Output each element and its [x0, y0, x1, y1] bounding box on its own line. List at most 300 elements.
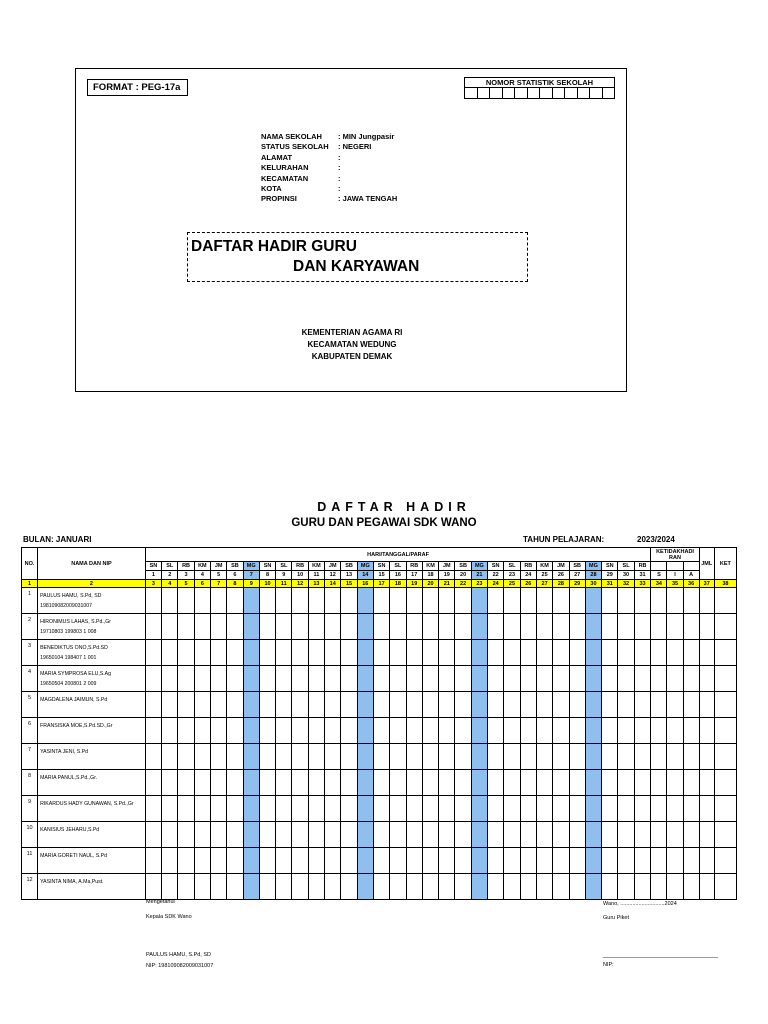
attendance-cell[interactable] — [569, 822, 585, 848]
attendance-cell[interactable] — [439, 666, 455, 692]
attendance-cell[interactable] — [276, 770, 292, 796]
summary-cell[interactable] — [667, 848, 683, 874]
attendance-cell[interactable] — [634, 848, 651, 874]
summary-cell[interactable] — [683, 874, 699, 900]
attendance-cell[interactable] — [488, 744, 504, 770]
attendance-cell[interactable] — [422, 796, 438, 822]
summary-cell[interactable] — [667, 588, 683, 614]
attendance-cell[interactable] — [602, 796, 618, 822]
attendance-cell[interactable] — [162, 666, 178, 692]
attendance-cell[interactable] — [357, 666, 373, 692]
attendance-cell[interactable] — [553, 796, 569, 822]
attendance-cell[interactable] — [308, 770, 324, 796]
attendance-cell[interactable] — [227, 640, 243, 666]
summary-cell[interactable] — [651, 718, 667, 744]
attendance-cell[interactable] — [162, 614, 178, 640]
attendance-cell[interactable] — [292, 718, 308, 744]
attendance-cell[interactable] — [325, 848, 341, 874]
attendance-cell[interactable] — [178, 874, 194, 900]
attendance-cell[interactable] — [488, 770, 504, 796]
attendance-cell[interactable] — [162, 822, 178, 848]
attendance-cell[interactable] — [276, 848, 292, 874]
attendance-cell[interactable] — [406, 874, 422, 900]
attendance-cell[interactable] — [422, 848, 438, 874]
summary-cell[interactable] — [714, 744, 736, 770]
attendance-cell[interactable] — [276, 666, 292, 692]
summary-cell[interactable] — [714, 692, 736, 718]
attendance-cell[interactable] — [178, 692, 194, 718]
attendance-cell[interactable] — [569, 874, 585, 900]
attendance-cell[interactable] — [602, 666, 618, 692]
attendance-cell[interactable] — [243, 588, 259, 614]
attendance-cell[interactable] — [634, 770, 651, 796]
attendance-cell[interactable] — [634, 614, 651, 640]
attendance-cell[interactable] — [602, 718, 618, 744]
attendance-cell[interactable] — [471, 874, 487, 900]
attendance-cell[interactable] — [504, 718, 520, 744]
attendance-cell[interactable] — [504, 588, 520, 614]
attendance-cell[interactable] — [357, 692, 373, 718]
attendance-cell[interactable] — [488, 718, 504, 744]
attendance-cell[interactable] — [194, 640, 210, 666]
attendance-cell[interactable] — [162, 796, 178, 822]
attendance-cell[interactable] — [178, 848, 194, 874]
attendance-cell[interactable] — [227, 848, 243, 874]
summary-cell[interactable] — [667, 822, 683, 848]
attendance-cell[interactable] — [585, 874, 601, 900]
attendance-cell[interactable] — [569, 796, 585, 822]
attendance-cell[interactable] — [162, 718, 178, 744]
attendance-cell[interactable] — [243, 666, 259, 692]
attendance-cell[interactable] — [145, 848, 161, 874]
attendance-cell[interactable] — [194, 692, 210, 718]
attendance-cell[interactable] — [602, 874, 618, 900]
attendance-cell[interactable] — [439, 692, 455, 718]
summary-cell[interactable] — [714, 588, 736, 614]
attendance-cell[interactable] — [406, 822, 422, 848]
attendance-cell[interactable] — [308, 588, 324, 614]
summary-cell[interactable] — [699, 718, 714, 744]
attendance-cell[interactable] — [488, 874, 504, 900]
attendance-cell[interactable] — [422, 744, 438, 770]
attendance-cell[interactable] — [292, 796, 308, 822]
attendance-cell[interactable] — [569, 588, 585, 614]
attendance-cell[interactable] — [520, 640, 536, 666]
attendance-cell[interactable] — [439, 640, 455, 666]
summary-cell[interactable] — [699, 692, 714, 718]
attendance-cell[interactable] — [145, 874, 161, 900]
attendance-cell[interactable] — [308, 666, 324, 692]
attendance-cell[interactable] — [227, 822, 243, 848]
attendance-cell[interactable] — [390, 744, 406, 770]
attendance-cell[interactable] — [211, 588, 227, 614]
attendance-cell[interactable] — [373, 640, 389, 666]
attendance-cell[interactable] — [325, 692, 341, 718]
attendance-cell[interactable] — [406, 614, 422, 640]
attendance-cell[interactable] — [422, 666, 438, 692]
attendance-cell[interactable] — [292, 770, 308, 796]
attendance-cell[interactable] — [243, 692, 259, 718]
attendance-cell[interactable] — [194, 822, 210, 848]
attendance-cell[interactable] — [634, 640, 651, 666]
attendance-cell[interactable] — [520, 744, 536, 770]
attendance-cell[interactable] — [357, 874, 373, 900]
attendance-cell[interactable] — [585, 692, 601, 718]
attendance-cell[interactable] — [520, 874, 536, 900]
summary-cell[interactable] — [683, 848, 699, 874]
attendance-cell[interactable] — [178, 588, 194, 614]
summary-cell[interactable] — [651, 614, 667, 640]
attendance-cell[interactable] — [585, 588, 601, 614]
summary-cell[interactable] — [714, 848, 736, 874]
attendance-cell[interactable] — [341, 874, 357, 900]
attendance-cell[interactable] — [520, 770, 536, 796]
attendance-cell[interactable] — [455, 770, 471, 796]
attendance-cell[interactable] — [553, 744, 569, 770]
attendance-cell[interactable] — [243, 796, 259, 822]
attendance-cell[interactable] — [634, 796, 651, 822]
attendance-cell[interactable] — [455, 588, 471, 614]
attendance-cell[interactable] — [390, 588, 406, 614]
summary-cell[interactable] — [651, 796, 667, 822]
attendance-cell[interactable] — [243, 640, 259, 666]
attendance-cell[interactable] — [227, 874, 243, 900]
summary-cell[interactable] — [651, 666, 667, 692]
attendance-cell[interactable] — [618, 718, 634, 744]
attendance-cell[interactable] — [308, 874, 324, 900]
attendance-cell[interactable] — [308, 614, 324, 640]
attendance-cell[interactable] — [259, 588, 275, 614]
summary-cell[interactable] — [667, 770, 683, 796]
attendance-cell[interactable] — [259, 848, 275, 874]
attendance-cell[interactable] — [520, 822, 536, 848]
attendance-cell[interactable] — [602, 770, 618, 796]
attendance-cell[interactable] — [439, 718, 455, 744]
attendance-cell[interactable] — [439, 848, 455, 874]
attendance-cell[interactable] — [569, 848, 585, 874]
attendance-cell[interactable] — [259, 640, 275, 666]
attendance-cell[interactable] — [194, 848, 210, 874]
attendance-cell[interactable] — [618, 640, 634, 666]
attendance-cell[interactable] — [536, 848, 552, 874]
attendance-cell[interactable] — [504, 796, 520, 822]
summary-cell[interactable] — [667, 796, 683, 822]
attendance-cell[interactable] — [536, 874, 552, 900]
attendance-cell[interactable] — [602, 640, 618, 666]
attendance-cell[interactable] — [455, 796, 471, 822]
attendance-cell[interactable] — [325, 640, 341, 666]
attendance-cell[interactable] — [259, 614, 275, 640]
attendance-cell[interactable] — [455, 874, 471, 900]
attendance-cell[interactable] — [276, 822, 292, 848]
summary-cell[interactable] — [699, 874, 714, 900]
attendance-cell[interactable] — [536, 588, 552, 614]
attendance-cell[interactable] — [227, 614, 243, 640]
attendance-cell[interactable] — [227, 666, 243, 692]
attendance-cell[interactable] — [520, 848, 536, 874]
attendance-cell[interactable] — [536, 640, 552, 666]
attendance-cell[interactable] — [406, 796, 422, 822]
attendance-cell[interactable] — [618, 588, 634, 614]
attendance-cell[interactable] — [504, 770, 520, 796]
attendance-cell[interactable] — [276, 796, 292, 822]
attendance-cell[interactable] — [585, 718, 601, 744]
attendance-cell[interactable] — [390, 614, 406, 640]
summary-cell[interactable] — [699, 770, 714, 796]
attendance-cell[interactable] — [145, 588, 161, 614]
attendance-cell[interactable] — [341, 796, 357, 822]
attendance-cell[interactable] — [553, 770, 569, 796]
summary-cell[interactable] — [667, 666, 683, 692]
attendance-cell[interactable] — [227, 796, 243, 822]
attendance-cell[interactable] — [227, 718, 243, 744]
summary-cell[interactable] — [651, 874, 667, 900]
summary-cell[interactable] — [667, 874, 683, 900]
attendance-cell[interactable] — [536, 718, 552, 744]
attendance-cell[interactable] — [145, 614, 161, 640]
attendance-cell[interactable] — [145, 640, 161, 666]
summary-cell[interactable] — [667, 718, 683, 744]
attendance-cell[interactable] — [194, 796, 210, 822]
attendance-cell[interactable] — [390, 640, 406, 666]
attendance-cell[interactable] — [373, 822, 389, 848]
attendance-cell[interactable] — [308, 796, 324, 822]
attendance-cell[interactable] — [553, 848, 569, 874]
attendance-cell[interactable] — [520, 692, 536, 718]
attendance-cell[interactable] — [276, 744, 292, 770]
attendance-cell[interactable] — [390, 666, 406, 692]
attendance-cell[interactable] — [569, 770, 585, 796]
attendance-cell[interactable] — [227, 744, 243, 770]
attendance-cell[interactable] — [341, 614, 357, 640]
attendance-cell[interactable] — [145, 796, 161, 822]
summary-cell[interactable] — [714, 666, 736, 692]
attendance-cell[interactable] — [634, 666, 651, 692]
attendance-cell[interactable] — [439, 822, 455, 848]
attendance-cell[interactable] — [585, 640, 601, 666]
attendance-cell[interactable] — [178, 744, 194, 770]
attendance-cell[interactable] — [504, 822, 520, 848]
attendance-cell[interactable] — [292, 692, 308, 718]
attendance-cell[interactable] — [325, 796, 341, 822]
attendance-cell[interactable] — [390, 796, 406, 822]
attendance-cell[interactable] — [455, 614, 471, 640]
attendance-cell[interactable] — [162, 744, 178, 770]
attendance-cell[interactable] — [569, 640, 585, 666]
attendance-cell[interactable] — [357, 796, 373, 822]
attendance-cell[interactable] — [325, 718, 341, 744]
summary-cell[interactable] — [699, 848, 714, 874]
attendance-cell[interactable] — [439, 614, 455, 640]
attendance-cell[interactable] — [602, 614, 618, 640]
attendance-cell[interactable] — [341, 666, 357, 692]
summary-cell[interactable] — [714, 874, 736, 900]
attendance-cell[interactable] — [211, 874, 227, 900]
attendance-cell[interactable] — [292, 822, 308, 848]
summary-cell[interactable] — [699, 822, 714, 848]
attendance-cell[interactable] — [455, 718, 471, 744]
attendance-cell[interactable] — [585, 848, 601, 874]
attendance-cell[interactable] — [406, 666, 422, 692]
attendance-cell[interactable] — [536, 614, 552, 640]
attendance-cell[interactable] — [471, 770, 487, 796]
attendance-cell[interactable] — [569, 744, 585, 770]
attendance-cell[interactable] — [357, 640, 373, 666]
attendance-cell[interactable] — [162, 588, 178, 614]
attendance-cell[interactable] — [243, 744, 259, 770]
attendance-cell[interactable] — [308, 718, 324, 744]
attendance-cell[interactable] — [390, 822, 406, 848]
attendance-cell[interactable] — [471, 666, 487, 692]
attendance-cell[interactable] — [488, 666, 504, 692]
attendance-cell[interactable] — [292, 588, 308, 614]
attendance-cell[interactable] — [553, 718, 569, 744]
summary-cell[interactable] — [714, 822, 736, 848]
attendance-cell[interactable] — [211, 692, 227, 718]
attendance-cell[interactable] — [145, 666, 161, 692]
attendance-cell[interactable] — [520, 614, 536, 640]
attendance-cell[interactable] — [602, 588, 618, 614]
attendance-cell[interactable] — [585, 822, 601, 848]
attendance-cell[interactable] — [178, 666, 194, 692]
attendance-cell[interactable] — [455, 848, 471, 874]
attendance-cell[interactable] — [227, 770, 243, 796]
summary-cell[interactable] — [683, 822, 699, 848]
attendance-cell[interactable] — [308, 744, 324, 770]
attendance-cell[interactable] — [276, 588, 292, 614]
attendance-cell[interactable] — [390, 848, 406, 874]
attendance-cell[interactable] — [520, 666, 536, 692]
attendance-cell[interactable] — [211, 770, 227, 796]
attendance-cell[interactable] — [455, 744, 471, 770]
attendance-cell[interactable] — [471, 822, 487, 848]
attendance-cell[interactable] — [618, 666, 634, 692]
attendance-cell[interactable] — [373, 874, 389, 900]
attendance-cell[interactable] — [439, 796, 455, 822]
summary-cell[interactable] — [699, 796, 714, 822]
attendance-cell[interactable] — [406, 588, 422, 614]
attendance-cell[interactable] — [504, 666, 520, 692]
attendance-cell[interactable] — [618, 848, 634, 874]
attendance-cell[interactable] — [585, 666, 601, 692]
attendance-cell[interactable] — [422, 770, 438, 796]
attendance-cell[interactable] — [373, 744, 389, 770]
attendance-cell[interactable] — [145, 744, 161, 770]
attendance-cell[interactable] — [536, 822, 552, 848]
attendance-cell[interactable] — [406, 770, 422, 796]
attendance-cell[interactable] — [618, 874, 634, 900]
attendance-cell[interactable] — [243, 614, 259, 640]
attendance-cell[interactable] — [602, 848, 618, 874]
attendance-cell[interactable] — [488, 692, 504, 718]
attendance-cell[interactable] — [259, 692, 275, 718]
attendance-cell[interactable] — [373, 848, 389, 874]
attendance-cell[interactable] — [162, 770, 178, 796]
attendance-cell[interactable] — [634, 822, 651, 848]
attendance-cell[interactable] — [585, 744, 601, 770]
attendance-cell[interactable] — [243, 718, 259, 744]
summary-cell[interactable] — [651, 848, 667, 874]
attendance-cell[interactable] — [422, 718, 438, 744]
attendance-cell[interactable] — [553, 588, 569, 614]
attendance-cell[interactable] — [390, 718, 406, 744]
summary-cell[interactable] — [651, 640, 667, 666]
attendance-cell[interactable] — [145, 822, 161, 848]
attendance-cell[interactable] — [390, 770, 406, 796]
summary-cell[interactable] — [714, 640, 736, 666]
attendance-cell[interactable] — [471, 848, 487, 874]
summary-cell[interactable] — [683, 770, 699, 796]
attendance-cell[interactable] — [341, 744, 357, 770]
attendance-cell[interactable] — [145, 718, 161, 744]
attendance-cell[interactable] — [422, 692, 438, 718]
summary-cell[interactable] — [699, 744, 714, 770]
attendance-cell[interactable] — [618, 744, 634, 770]
summary-cell[interactable] — [683, 614, 699, 640]
attendance-cell[interactable] — [292, 614, 308, 640]
attendance-cell[interactable] — [439, 744, 455, 770]
summary-cell[interactable] — [651, 588, 667, 614]
attendance-cell[interactable] — [292, 640, 308, 666]
attendance-cell[interactable] — [373, 588, 389, 614]
attendance-cell[interactable] — [373, 666, 389, 692]
attendance-cell[interactable] — [471, 744, 487, 770]
attendance-cell[interactable] — [341, 718, 357, 744]
attendance-cell[interactable] — [276, 692, 292, 718]
summary-cell[interactable] — [667, 614, 683, 640]
summary-cell[interactable] — [714, 614, 736, 640]
attendance-cell[interactable] — [553, 874, 569, 900]
attendance-cell[interactable] — [325, 666, 341, 692]
attendance-cell[interactable] — [259, 822, 275, 848]
attendance-cell[interactable] — [178, 770, 194, 796]
attendance-cell[interactable] — [504, 640, 520, 666]
summary-cell[interactable] — [651, 770, 667, 796]
attendance-cell[interactable] — [178, 640, 194, 666]
attendance-cell[interactable] — [585, 770, 601, 796]
attendance-cell[interactable] — [488, 640, 504, 666]
attendance-cell[interactable] — [325, 614, 341, 640]
attendance-cell[interactable] — [422, 588, 438, 614]
attendance-cell[interactable] — [194, 744, 210, 770]
attendance-cell[interactable] — [292, 848, 308, 874]
attendance-cell[interactable] — [194, 614, 210, 640]
attendance-cell[interactable] — [357, 588, 373, 614]
attendance-cell[interactable] — [634, 692, 651, 718]
attendance-cell[interactable] — [602, 744, 618, 770]
attendance-cell[interactable] — [488, 588, 504, 614]
attendance-cell[interactable] — [439, 770, 455, 796]
attendance-cell[interactable] — [357, 718, 373, 744]
attendance-cell[interactable] — [325, 588, 341, 614]
attendance-cell[interactable] — [618, 796, 634, 822]
attendance-cell[interactable] — [373, 718, 389, 744]
attendance-cell[interactable] — [439, 874, 455, 900]
attendance-cell[interactable] — [520, 588, 536, 614]
attendance-cell[interactable] — [488, 848, 504, 874]
attendance-cell[interactable] — [634, 718, 651, 744]
attendance-cell[interactable] — [471, 692, 487, 718]
attendance-cell[interactable] — [504, 692, 520, 718]
attendance-cell[interactable] — [585, 796, 601, 822]
attendance-cell[interactable] — [504, 744, 520, 770]
attendance-cell[interactable] — [308, 640, 324, 666]
attendance-cell[interactable] — [341, 588, 357, 614]
attendance-cell[interactable] — [357, 744, 373, 770]
attendance-cell[interactable] — [357, 822, 373, 848]
attendance-cell[interactable] — [373, 770, 389, 796]
attendance-cell[interactable] — [194, 770, 210, 796]
